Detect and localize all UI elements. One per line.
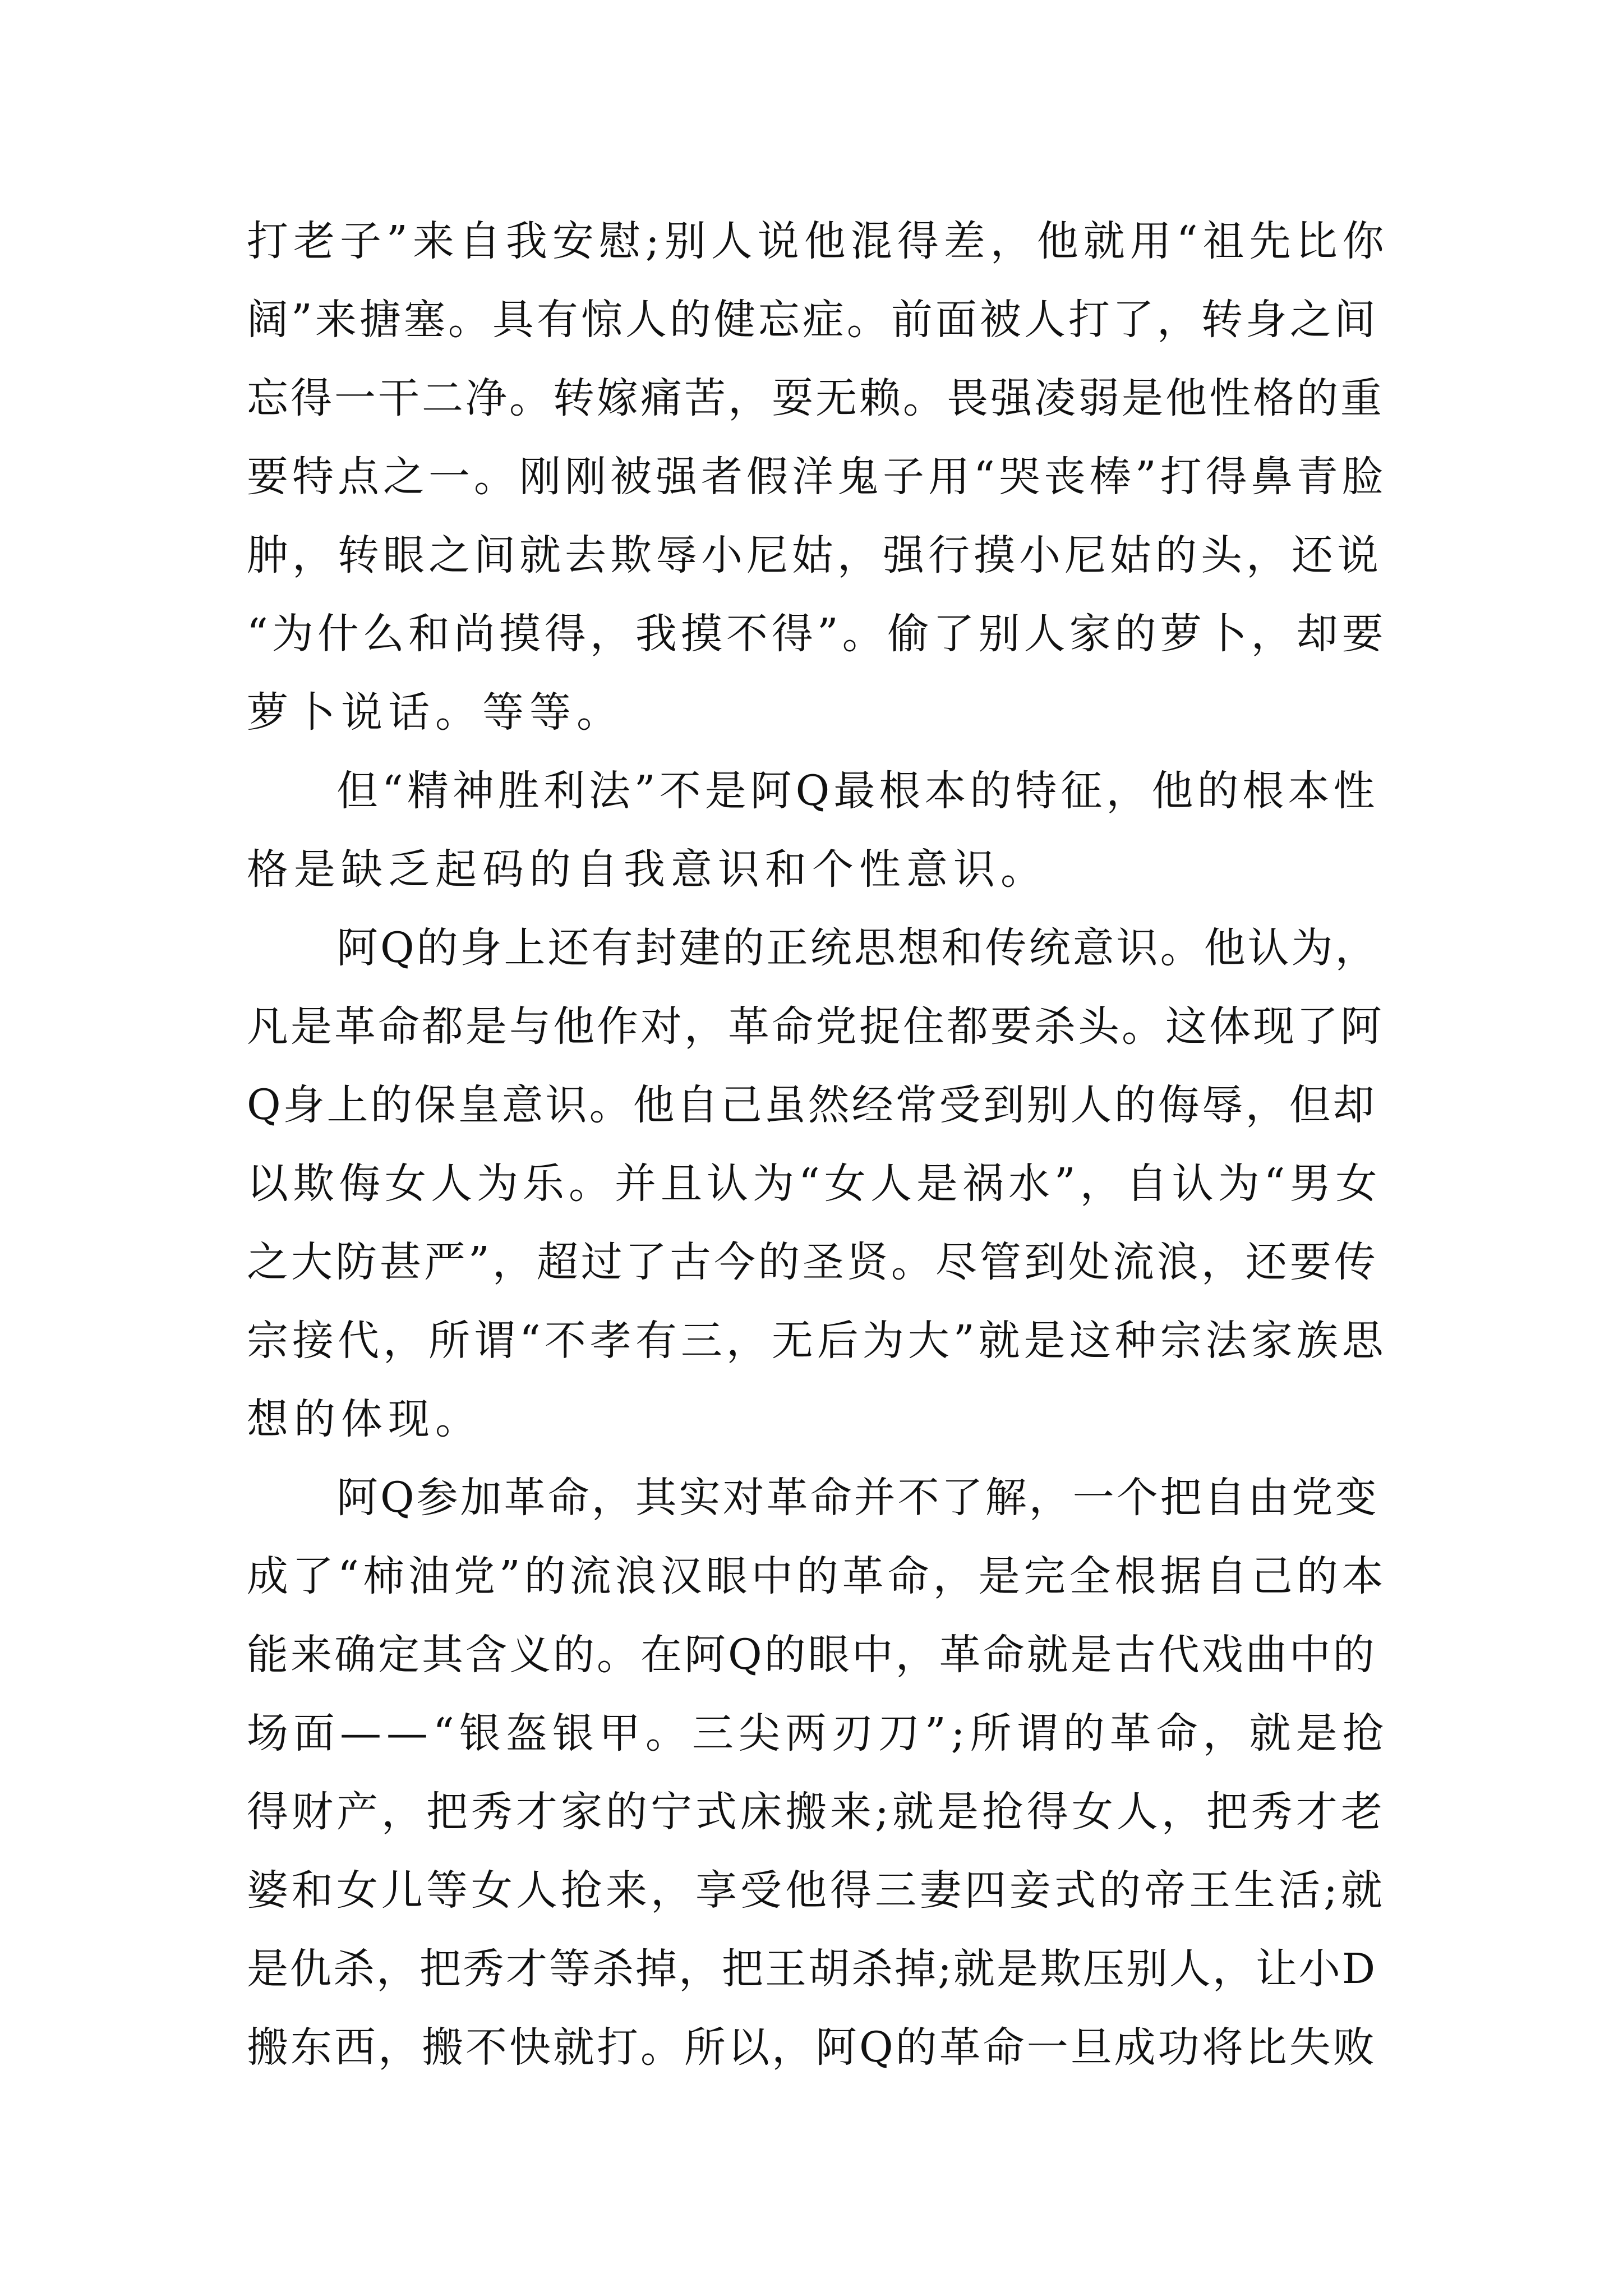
text-line-8: 但“精神胜利法”不是阿Q最根本的特征，他的根本性 [336,767,1379,815]
text-line-5: 肿，转眼之间就去欺辱小尼姑，强行摸小尼姑的头，还说 [247,531,1382,579]
text-line-15: 宗接代，所谓“不孝有三，无后为大”就是这种宗法家族思 [247,1317,1387,1365]
text-line-1: 打老子”来自我安慰;别人说他混得差，他就用“祖先比你 [247,217,1389,265]
text-line-18: 成了“柿油党”的流浪汉眼中的革命，是完全根据自己的本 [247,1552,1387,1600]
text-line-16: 想的体现。 [247,1395,482,1443]
text-line-6: “为什么和尚摸得，我摸不得”。偷了别人家的萝卜，却要 [247,610,1387,658]
text-line-7: 萝卜说话。等等。 [247,688,624,737]
text-line-4: 要特点之一。刚刚被强者假洋鬼子用“哭丧棒”打得鼻青脸 [247,453,1387,501]
text-line-11: 凡是革命都是与他作对，革命党捉住都要杀头。这体现了阿 [247,1002,1384,1051]
text-line-12: Q身上的保皇意识。他自己虽然经常受到别人的侮辱，但却 [247,1081,1377,1129]
text-line-19: 能来确定其含义的。在阿Q的眼中，革命就是古代戏曲中的 [247,1631,1377,1679]
text-line-3: 忘得一干二净。转嫁痛苦，耍无赖。畏强凌弱是他性格的重 [247,374,1384,422]
text-line-17: 阿Q参加革命，其实对革命并不了解，一个把自由党变 [336,1474,1379,1522]
text-line-13: 以欺侮女人为乐。并且认为“女人是祸水”，自认为“男女 [247,1159,1382,1208]
text-line-10: 阿Q的身上还有封建的正统思想和传统意识。他认为， [336,924,1379,972]
text-line-22: 婆和女儿等女人抢来，享受他得三妻四妾式的帝王生活;就 [247,1866,1386,1915]
text-line-9: 格是缺乏起码的自我意识和个性意识。 [247,845,1048,894]
text-line-21: 得财产，把秀才家的宁式床搬来;就是抢得女人，把秀才老 [247,1788,1386,1836]
text-line-14: 之大防甚严”，超过了古今的圣贤。尽管到处流浪，还要传 [247,1238,1378,1286]
text-line-20: 场面——“银盔银甲。三尖两刃刀”;所谓的革命，就是抢 [247,1709,1389,1757]
text-line-23: 是仇杀，把秀才等杀掉，把王胡杀掉;就是欺压别人，让小D [247,1945,1377,1993]
text-line-24: 搬东西，搬不快就打。所以，阿Q的革命一旦成功将比失败 [247,2023,1377,2072]
text-line-2: 阔”来搪塞。具有惊人的健忘症。前面被人打了，转身之间 [247,296,1378,344]
